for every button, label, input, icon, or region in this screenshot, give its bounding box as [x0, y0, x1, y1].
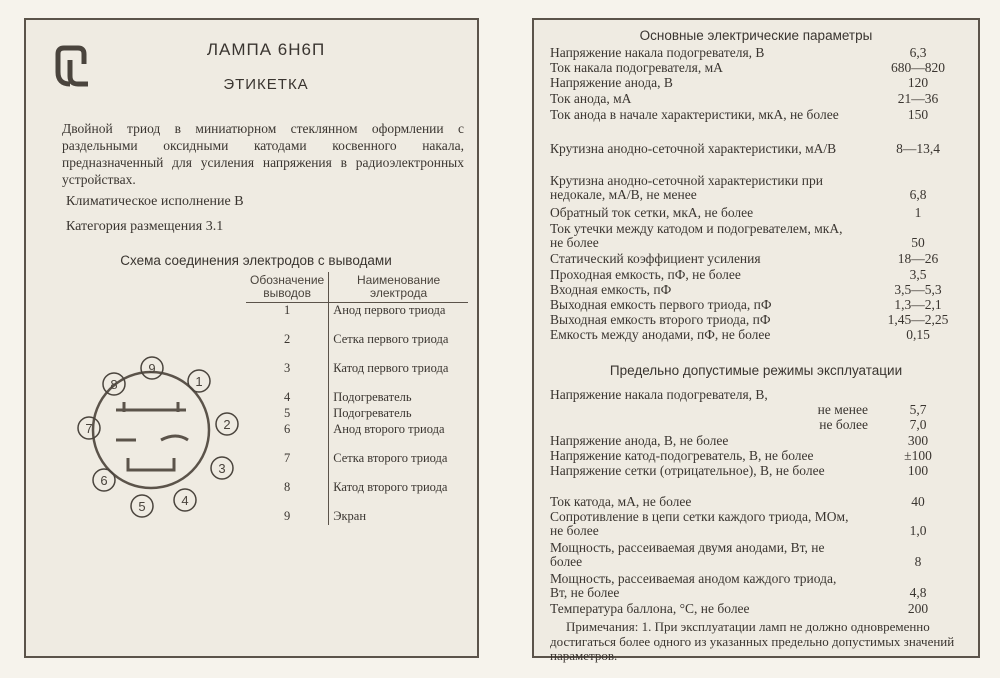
table-row — [246, 422, 468, 451]
limit-label: Напряжение анода, В, не более — [550, 433, 729, 448]
param-row — [550, 92, 968, 106]
param-row — [550, 298, 968, 312]
param-label: Ток накала подогревателя, мА — [550, 60, 723, 75]
param-value: 1,45—2,25 — [887, 312, 949, 327]
limit-label: Напряжение сетки (отрицательное), В, не более — [550, 463, 825, 478]
param-row — [550, 61, 968, 75]
pin-marker — [78, 417, 100, 439]
table-row — [246, 509, 468, 525]
limit-row — [550, 449, 968, 463]
param-value: 150 — [907, 107, 929, 122]
param-value: 50 — [911, 235, 925, 251]
pin-number: 5 — [246, 406, 329, 422]
param-row — [550, 174, 968, 203]
pin-number: 8 — [246, 480, 329, 509]
heater-max-row: не более 7,0 — [550, 418, 968, 432]
param-label: Входная емкость, пФ — [550, 282, 672, 297]
label-card — [24, 18, 479, 658]
table-row — [246, 406, 468, 422]
pin-electrode: Анод второго триода — [333, 422, 445, 436]
pin-number-label: 7 — [85, 421, 93, 436]
pin-marker — [131, 495, 153, 517]
limit-row — [550, 572, 968, 601]
limit-value: 8 — [914, 554, 922, 570]
pin-number: 9 — [246, 509, 329, 525]
table-row — [246, 361, 468, 390]
pin-number-label: 2 — [223, 417, 231, 432]
pin-electrode: Экран — [333, 509, 367, 523]
param-label: Проходная емкость, пФ, не более — [550, 267, 741, 282]
param-label: Напряжение накала подогревателя, В — [550, 45, 765, 60]
pin-electrode: Катод первого триода — [333, 361, 449, 375]
pin-electrode: Подогреватель — [333, 390, 412, 404]
electrode-middle — [116, 436, 188, 440]
lamp-description: Двойной триод в миниатюрном стеклянном оформлении с раздельными оксидными катодами косвенного накала, предназначенный для усиления напряжения в радиоэлектронных устройствах. — [62, 121, 464, 187]
limit-row — [550, 464, 968, 478]
table-row — [246, 303, 468, 333]
param-row — [550, 206, 968, 220]
pin-number-label: 8 — [110, 377, 118, 392]
limit-value: 100 — [907, 463, 929, 478]
pin-electrode: Подогреватель — [333, 406, 412, 420]
param-label: Ток анода в начале характеристики, мкА, не более — [550, 107, 839, 122]
param-label: Крутизна анодно-сеточной характеристики при недокале, мА/В, не менее — [550, 173, 823, 203]
table-row — [246, 480, 468, 509]
param-label: Ток анода, мА — [550, 91, 632, 106]
limit-value: 40 — [911, 494, 925, 509]
param-row — [550, 313, 968, 327]
param-value: 680—820 — [891, 60, 945, 75]
params-title: Основные электрические параметры — [639, 28, 873, 43]
label-title: ЭТИКЕТКА — [223, 76, 309, 93]
param-label: Обратный ток сетки, мкА, не более — [550, 205, 754, 220]
param-value: 6,8 — [909, 187, 927, 203]
param-label: Емкость между анодами, пФ, не более — [550, 327, 771, 342]
pin-table-header-electrode: Наименование электрода — [329, 272, 468, 303]
param-value: 0,15 — [906, 327, 930, 342]
limit-value: 200 — [907, 601, 929, 616]
climate-version: Климатическое исполнение В — [66, 194, 244, 209]
limit-label: Напряжение катод-подогреватель, В, не более — [550, 448, 814, 463]
parameters-card — [532, 18, 980, 663]
param-label: Ток утечки между катодом и подогревателем, мкА, не более — [550, 221, 843, 251]
table-row — [246, 332, 468, 361]
limit-value: 300 — [907, 433, 929, 448]
heater-limit-label: Напряжение накала подогревателя, В, — [550, 387, 768, 402]
param-value: 18—26 — [897, 251, 939, 266]
param-label: Крутизна анодно-сеточной характеристики, мА/В — [550, 141, 837, 156]
limit-value: 1,0 — [909, 523, 927, 539]
param-row — [550, 222, 968, 251]
param-value: 21—36 — [897, 91, 939, 106]
notes-paragraph: Примечания: 1. При эксплуатации ламп не должно одновременно достигаться более одного из указанных предельно допустимых значений параметров. — [550, 619, 955, 663]
pin-marker — [103, 373, 125, 395]
param-value: 6,3 — [909, 45, 927, 60]
limits-title: Предельно допустимые режимы эксплуатации — [609, 363, 903, 378]
limit-row — [550, 541, 968, 570]
limit-value: ±100 — [904, 448, 932, 463]
limit-label: Мощность, рассеиваемая анодом каждого триода, Вт, не более — [550, 571, 837, 601]
param-value: 1 — [914, 205, 922, 220]
limit-label: Ток катода, мА, не более — [550, 494, 692, 509]
pin-table — [246, 272, 468, 525]
limit-row — [550, 602, 968, 616]
pin-marker — [211, 457, 233, 479]
pin-marker — [93, 469, 115, 491]
limit-row — [550, 510, 968, 539]
pin-number: 7 — [246, 451, 329, 480]
placement-category: Категория размещения 3.1 — [66, 219, 224, 234]
pin-number: 6 — [246, 422, 329, 451]
param-row — [550, 46, 968, 60]
scheme-title: Схема соединения электродов с выводами — [120, 253, 392, 268]
pin-number-label: 3 — [218, 461, 226, 476]
lamp-title: ЛАМПА 6Н6П — [206, 40, 326, 59]
param-label: Напряжение анода, В — [550, 75, 673, 90]
pin-number-label: 5 — [138, 499, 146, 514]
param-value: 3,5—5,3 — [894, 282, 942, 297]
pin-electrode: Сетка первого триода — [333, 332, 449, 346]
socket-diagram — [56, 340, 246, 520]
param-label: Статический коэффициент усиления — [550, 251, 761, 266]
pin-marker — [174, 489, 196, 511]
pin-electrode: Катод второго триода — [333, 480, 448, 494]
electrode-top — [116, 402, 186, 412]
param-label: Выходная емкость второго триода, пФ — [550, 312, 771, 327]
pin-number: 4 — [246, 390, 329, 406]
param-row — [550, 268, 968, 282]
pin-number-label: 6 — [100, 473, 108, 488]
param-value: 8—13,4 — [896, 141, 940, 156]
param-row — [550, 328, 968, 342]
pin-electrode: Анод первого триода — [333, 303, 446, 317]
pin-number: 3 — [246, 361, 329, 390]
heater-loop — [128, 458, 174, 470]
limit-value: 4,8 — [909, 585, 927, 601]
limit-row — [550, 434, 968, 448]
param-row — [550, 283, 968, 297]
param-value: 120 — [907, 75, 929, 90]
param-value: 1,3—2,1 — [894, 297, 942, 312]
pin-marker — [141, 357, 163, 379]
param-row — [550, 108, 968, 122]
table-row — [246, 390, 468, 406]
table-row — [246, 451, 468, 480]
pin-number: 2 — [246, 332, 329, 361]
limit-label: Сопротивление в цепи сетки каждого триода, МОм, не более — [550, 509, 849, 539]
limit-row — [550, 495, 968, 509]
pin-table-header-designation: Обозначение выводов — [246, 272, 329, 303]
param-label: Выходная емкость первого триода, пФ — [550, 297, 772, 312]
param-value: 3,5 — [909, 267, 927, 282]
pin-number-label: 4 — [181, 493, 189, 508]
heater-min-row: не менее 5,7 — [550, 403, 968, 417]
param-row — [550, 76, 968, 90]
pin-marker — [216, 413, 238, 435]
limit-label: Температура баллона, °С, не более — [550, 601, 750, 616]
pin-number-label: 1 — [195, 374, 203, 389]
param-value: 7,0 — [909, 417, 927, 432]
pin-number-label: 9 — [148, 361, 156, 376]
param-value: 5,7 — [909, 402, 927, 417]
limit-label: Мощность, рассеиваемая двумя анодами, Вт, не более — [550, 540, 825, 570]
pin-electrode: Сетка второго триода — [333, 451, 448, 465]
pin-number: 1 — [246, 303, 329, 333]
param-row — [550, 252, 968, 266]
param-row — [550, 142, 968, 156]
pin-marker — [188, 370, 210, 392]
